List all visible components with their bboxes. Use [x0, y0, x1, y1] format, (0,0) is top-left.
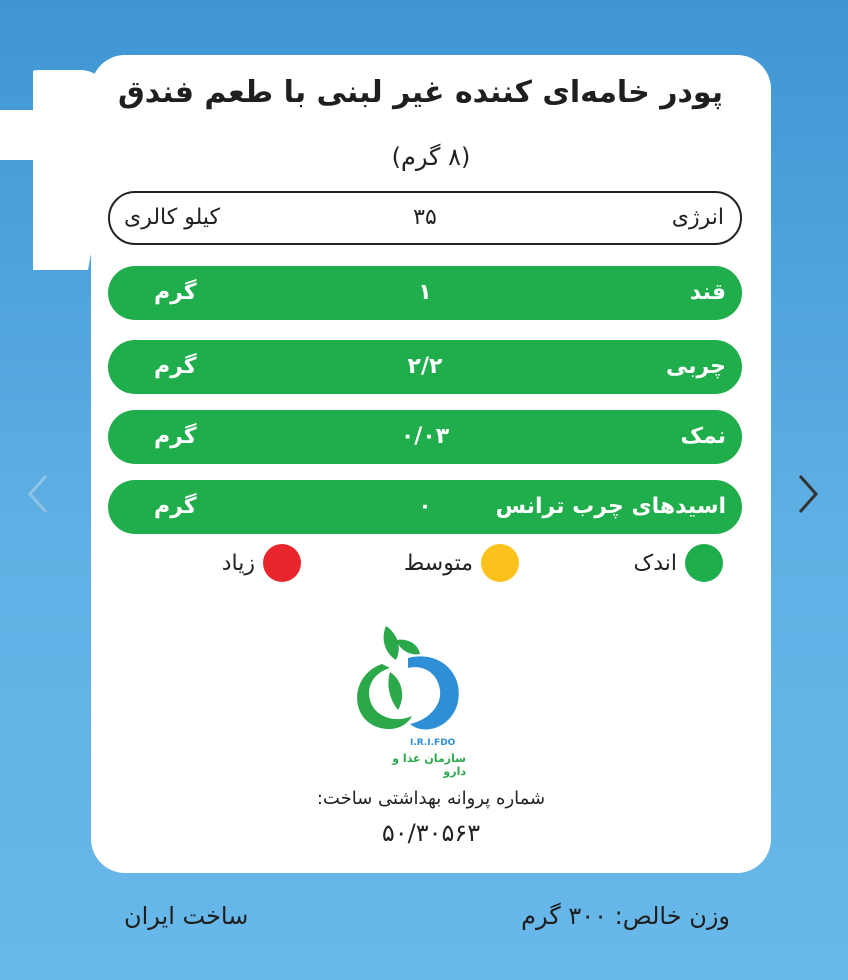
legend-low-dot: [685, 544, 723, 582]
fda-name: سازمان غذا و دارو: [392, 752, 466, 778]
nutrient-row-fat: [108, 340, 742, 394]
nutrient-label: نمک: [680, 424, 726, 449]
nutrient-value: ۲/۲: [407, 354, 443, 379]
nutrient-row-salt: [108, 410, 742, 464]
nutrient-unit: گرم: [154, 424, 197, 449]
nutrition-card: [91, 55, 771, 873]
origin-label: ساخت ایران: [124, 902, 249, 930]
nutrient-row-trans-fat: [108, 480, 742, 534]
license-label: شماره پروانه بهداشتی ساخت:: [316, 788, 546, 809]
legend-low: [634, 543, 723, 583]
legend-medium-dot: [481, 544, 519, 582]
energy-unit: کیلو کالری: [124, 205, 220, 230]
nutrient-row-sugar: [108, 266, 742, 320]
nutrient-unit: گرم: [154, 354, 197, 379]
nutrient-value: ۰: [418, 494, 432, 519]
legend-high-label: زیاد: [221, 550, 255, 576]
legend-medium: [404, 543, 519, 583]
legend-high: [222, 543, 301, 583]
fda-logo: [346, 620, 466, 778]
fda-abbr: I.R.I.FDO: [410, 738, 456, 748]
legend-high-dot: [263, 544, 301, 582]
energy-row: [108, 191, 742, 245]
nutrient-unit: گرم: [154, 494, 197, 519]
serving-size: (۸ گرم): [391, 143, 471, 171]
legend-low-label: اندک: [633, 550, 677, 576]
nutrient-value: ۱: [418, 280, 432, 305]
nutrient-label: قند: [689, 280, 726, 305]
chevron-left-icon[interactable]: [24, 472, 52, 516]
chevron-right-icon[interactable]: [794, 472, 822, 516]
energy-value: ۳۵: [413, 205, 437, 230]
net-weight: وزن خالص: ۳۰۰ گرم: [521, 902, 730, 930]
nutrient-label: چربی: [665, 354, 726, 379]
nutrient-value: ۰/۰۳: [400, 424, 450, 449]
nutrient-label: اسیدهای چرب ترانس: [495, 494, 726, 519]
energy-label: انرژی: [671, 205, 724, 230]
license-number: ۵۰/۳۰۵۶۳: [381, 819, 481, 847]
fda-logo-icon: [346, 620, 466, 740]
legend-medium-label: متوسط: [403, 550, 473, 576]
nutrient-unit: گرم: [154, 280, 197, 305]
product-title: پودر خامه‌ای کننده غیر لبنی با طعم فندق: [117, 75, 723, 110]
